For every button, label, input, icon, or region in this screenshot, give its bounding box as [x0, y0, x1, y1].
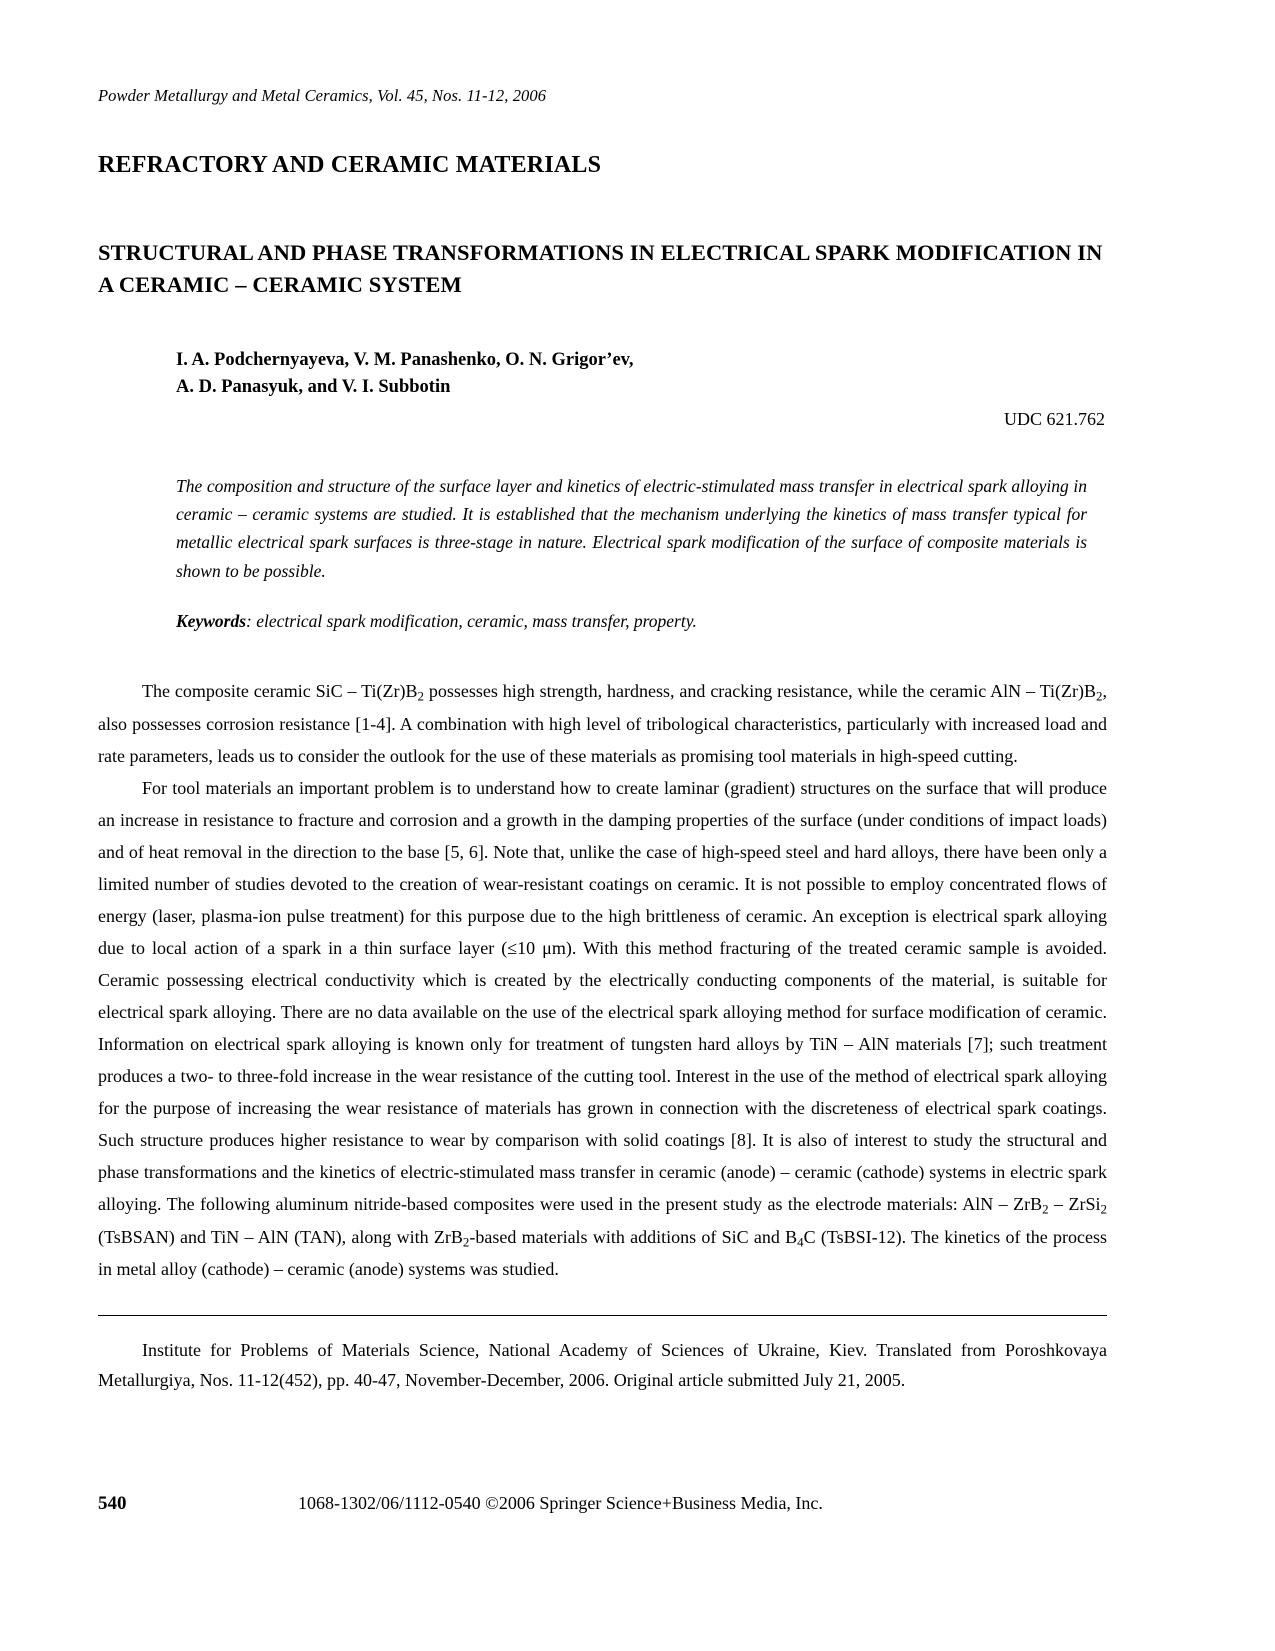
paragraph-1 [98, 675, 1107, 772]
page-number: 540 [98, 1493, 127, 1514]
author-line-1: I. A. Podchernyayeva, V. M. Panashenko, O. N. Grigor’ev, [176, 349, 634, 370]
section-heading: REFRACTORY AND CERAMIC MATERIALS [98, 152, 602, 178]
author-line-2: A. D. Panasyuk, and V. I. Subbotin [176, 376, 451, 397]
article-title: STRUCTURAL AND PHASE TRANSFORMATIONS IN ELECTRICAL SPARK MODIFICATION IN A CERAMIC – CERAMIC SYSTEM [98, 240, 1103, 297]
copyright-line: 1068-1302/06/1112-0540 ©2006 Springer Science+Business Media, Inc. [298, 1493, 823, 1513]
paragraph-2 [98, 772, 1107, 1286]
footnote-divider [98, 1315, 1107, 1316]
udc-code: UDC 621.762 [1003, 408, 1105, 429]
keywords-label: Keywords [176, 610, 246, 631]
paragraph-2-text-b: – ZrSi [1048, 1194, 1101, 1215]
paragraph-2-text-c: (TsBSAN) and TiN – AlN (TAN), along with ZrB [98, 1226, 463, 1247]
paragraph-2-text-a: For tool materials an important problem is to understand how to create laminar (gradient) structures on the surface that will produce an increase in resistance to fracture and corrosion and a growth in the damping properties of the surface (under conditions of impact loads) and of heat removal in the direction to the base [5, 6]. Note that, unlike the case of high-speed steel and hard alloys, there have been only a limited number of studies devoted to the creation of wear-resistant coatings on ceramic. It is not possible to employ concentrated flows of energy (laser, plasma-ion pulse treatment) for this purpose due to the high brittleness of ceramic. An exception is electrical spark alloying due to local action of a spark in a thin surface layer (≤10 μm). With this method fracturing of the treated ceramic sample is avoided. Ceramic possessing electrical conductivity which is created by the electrically conducting components of the material, is suitable for electrical spark alloying. There are no data available on the use of the electrical spark alloying method for surface modification of ceramic. Information on electrical spark alloying is known only for treatment of tungsten hard alloys by TiN – AlN materials [7]; such treatment produces a two- to three-fold increase in the wear resistance of the cutting tool. Interest in the use of the method of electrical spark alloying for the purpose of increasing the wear resistance of materials has grown in connection with the discreteness of electrical spark coatings. Such structure produces higher resistance to wear by comparison with solid coatings [8]. It is also of interest to study the structural and phase transformations and the kinetics of electric-stimulated mass transfer in ceramic (anode) – ceramic (cathode) systems in electric spark alloying. The following aluminum nitride-based composites were used in the present study as the electrode materials: AlN – ZrB [98, 777, 1107, 1215]
author-list [176, 347, 1107, 401]
keywords [176, 607, 1087, 635]
paragraph-2-sub-c: 2 [462, 1234, 470, 1250]
journal-reference: Powder Metallurgy and Metal Ceramics, Vol. 45, Nos. 11-12, 2006 [98, 86, 547, 105]
footnote: Institute for Problems of Materials Science, National Academy of Sciences of Ukraine, Kiev. Translated from Poroshkovaya Metallurgiya, Nos. 11-12(452), pp. 40-47, November-December, 2006. Original article submitted July 21, 2005. [98, 1340, 1107, 1390]
paragraph-1-sub-a: 2 [417, 688, 424, 704]
paragraph-2-sub-d: 4 [797, 1234, 804, 1250]
paragraph-2-text-e: C (TsBSI-12). The kinetics of the process in metal alloy (cathode) – ceramic (anode) systems was studied. [98, 1226, 1108, 1280]
paragraph-2-text-d: -based materials with additions of SiC and B [469, 1226, 798, 1247]
page-footer [98, 1493, 1107, 1515]
paragraph-2-sub-a: 2 [1042, 1201, 1049, 1217]
paragraph-1-text-a: The composite ceramic SiC – Ti(Zr)B [142, 680, 418, 701]
paragraph-1-text-c: , also possesses corrosion resistance [1-4]. A combination with high level of tribological characteristics, particularly with increased load and rate parameters, leads us to consider the outlook for the use of these materials as promising tool materials in high-speed cutting. [98, 680, 1107, 766]
abstract: The composition and structure of the surface layer and kinetics of electric-stimulated mass transfer in electrical spark alloying in ceramic – ceramic systems are studied. It is established that the mechanism underlying the kinetics of mass transfer typical for metallic electrical spark surfaces is three-stage in nature. Electrical spark modification of the surface of composite materials is shown to be possible. [176, 475, 1087, 581]
keywords-text: : electrical spark modification, ceramic, mass transfer, property. [246, 610, 697, 631]
paragraph-2-sub-b: 2 [1100, 1201, 1107, 1217]
paragraph-1-sub-b: 2 [1096, 688, 1103, 704]
paragraph-1-text-b: possesses high strength, hardness, and cracking resistance, while the ceramic AlN – Ti(Zr)B [423, 680, 1097, 701]
